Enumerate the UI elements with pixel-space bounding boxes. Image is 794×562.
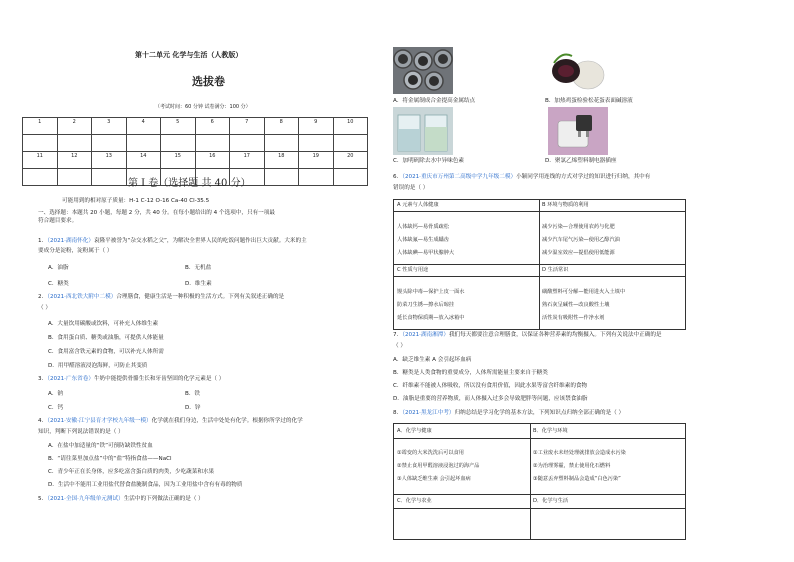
score-cell: 13 xyxy=(92,152,127,169)
q6-d-item: 活性炭有吸附性—作净水剂 xyxy=(542,315,605,321)
q8-b-item: ②为治理雾霾，禁止使用化石燃料 xyxy=(533,463,611,469)
score-cell xyxy=(299,135,334,152)
egg-photo xyxy=(548,47,610,94)
photo-caption-b: B．加热鸡蛋检验松花蛋表面碱溶液 xyxy=(545,98,633,104)
question-source: （2021·广东省卷） xyxy=(47,376,94,382)
divider xyxy=(394,438,685,439)
option-d: D．用甲醛溶液浸泡海鲜，可防止其变质 xyxy=(48,363,148,369)
q8-a-item: ①霉变的大米洗洗后可以食用 xyxy=(397,450,464,456)
score-cell: 2 xyxy=(57,118,92,135)
score-cell xyxy=(23,169,58,186)
score-cell: 9 xyxy=(299,118,334,135)
option-c: C．纤维素不能被人体吸收，所以没有食用价值，因此水果等富含纤维素的食物 xyxy=(393,383,588,389)
photo-caption-a: A．将金属制成合金提高金属结点 xyxy=(393,98,476,104)
score-cell xyxy=(92,169,127,186)
question-source: （2021·重庆市万州第二高级中学九年级二模） xyxy=(402,174,517,180)
score-cell: 5 xyxy=(161,118,196,135)
score-cell: 10 xyxy=(333,118,368,135)
question-7: 7．（2021·湖南湘潭）我们每天都要注意合理膳食，以保证各种营养素的均衡摄入。下列有关说法中正确的是 xyxy=(393,332,662,338)
paper-title: 选拔卷 xyxy=(192,75,225,88)
score-row-blank xyxy=(23,135,368,152)
q6-c-item: 馒头除中毒—保护上皮一面水 xyxy=(397,289,465,295)
divider xyxy=(394,508,685,509)
option-a: A．缺乏维生素 A 会引起坏血病 xyxy=(393,357,472,363)
score-row xyxy=(23,152,368,169)
score-cell xyxy=(92,135,127,152)
question-line: 要成分是淀粉，淀粉属于（ ） xyxy=(38,248,113,254)
q8-a-title: A．化学与健康 xyxy=(397,428,432,434)
score-cell: 20 xyxy=(333,152,368,169)
q8-a-item: ③人体缺乏维生素 会引起坏血病 xyxy=(397,476,471,482)
question-source: （2021·全国·九年级单元测试） xyxy=(47,496,124,502)
score-cell: 18 xyxy=(264,152,299,169)
q6-d-item: 磺酸塑料可分解—能用进火入土填中 xyxy=(542,289,626,295)
q6-b-item: 减少温室效应—提倡使用低能源 xyxy=(542,250,615,256)
divider xyxy=(394,264,685,265)
score-row xyxy=(23,118,368,135)
q6-grid xyxy=(393,199,686,330)
question-2: 2．（2021·西北铁大附中二模）合理膳食，健康生活是一种积极的生活方式。下列有关叙述正确的是 xyxy=(38,294,285,300)
steel-pipes-photo xyxy=(393,47,453,94)
score-cell xyxy=(23,135,58,152)
divider xyxy=(394,276,685,277)
question-3: 3．（2021·广东省卷）牛奶中能提供骨骼生长和牙齿坚固的化学元素是（ ） xyxy=(38,376,225,382)
atomic-mass-note: 可能用到的相对原子质量：H-1 C-12 O-16 Ca-40 Cl-35.5 xyxy=(62,198,210,204)
score-cell: 15 xyxy=(161,152,196,169)
score-cell: 8 xyxy=(264,118,299,135)
option-b: B．铁 xyxy=(185,391,201,397)
option-b: B．“请往菜里加点盐”中的“盐”特指食盐——NaCl xyxy=(48,456,172,462)
question-5: 5．（2021·全国·九年级单元测试）生活中的下列做法正确的是（ ） xyxy=(38,496,204,502)
score-cell xyxy=(161,135,196,152)
question-source: （2021·安徽·江宁县育才学校九年级一模） xyxy=(47,418,152,424)
score-table xyxy=(22,117,368,186)
instruction-line: 符合题目要求。 xyxy=(38,218,78,224)
score-cell: 17 xyxy=(230,152,265,169)
score-cell xyxy=(264,169,299,186)
q8-b-item: ③随意丢弃塑料制品会造成“白色污染” xyxy=(533,476,621,482)
score-cell: 14 xyxy=(126,152,161,169)
option-c: C．青少年正在长身体，应多吃富含蛋白质的肉类，少吃蔬菜和水果 xyxy=(48,469,215,475)
question-source: （2021·湖南怀化） xyxy=(47,238,94,244)
question-4: 4．（2021·安徽·江宁县育才学校九年级一模）化学就在我们身边，生活中处处有化学。根据你所学过的化学 xyxy=(38,418,303,424)
score-cell xyxy=(299,169,334,186)
option-c: C．食用富含铁元素的食物，可以补充人体所需 xyxy=(48,349,164,355)
q6-c-item: 延长食物保质期—放入冰箱中 xyxy=(397,315,465,321)
q6-a-item: 人体缺碘—易甲状腺肿大 xyxy=(397,250,455,256)
instruction-line: 一、选择题：本题共 20 小题，每题 2 分，共 40 分。在每小题给出的 4 个选项中，只有一项最 xyxy=(38,210,275,216)
photo-caption-c: C．加明矾除去水中异味色素 xyxy=(393,158,465,164)
question-1: 1．（2021·湖南怀化）袁隆平被誉为“杂交水稻之父”，为解决全世界人民的吃饭问题作出巨大贡献。大米的主 xyxy=(38,238,307,244)
score-cell xyxy=(57,169,92,186)
question-6: 6．（2021·重庆市万州第二高级中学九年级二模）小颖同学用连线的方式对学过的知识进行归纳，其中有 xyxy=(393,174,651,180)
score-cell: 16 xyxy=(195,152,230,169)
option-a: A．在盐中加适量的“铁”可预防缺铁性贫血 xyxy=(48,443,153,449)
beakers-photo xyxy=(393,107,453,155)
option-d: D．锌 xyxy=(185,405,201,411)
q6-b-item: 减少汽车尾气污染—使用乙醇汽油 xyxy=(542,237,620,243)
option-b: B．无机盐 xyxy=(185,265,212,271)
score-cell xyxy=(333,135,368,152)
score-cell xyxy=(57,135,92,152)
plug-socket-photo xyxy=(548,107,608,155)
q8-d-title: D．化学与生活 xyxy=(533,498,569,504)
exam-info: （考试时间：60 分钟 试卷满分：100 分） xyxy=(155,104,251,110)
question-line: （ ） xyxy=(38,305,51,311)
q6-a-item: 人体缺氟—易生成龋齿 xyxy=(397,237,449,243)
option-d: D．维生素 xyxy=(185,281,212,287)
score-cell xyxy=(126,135,161,152)
question-8: 8．（2021·黑龙江中考）归纳总结是学习化学的基本方法，下列知识点归纳全部正确的是（ ） xyxy=(393,410,625,416)
option-c: C．钙 xyxy=(48,405,64,411)
question-line: （ ） xyxy=(393,343,406,349)
q6-b-title: B 环境与物质的利用 xyxy=(542,202,589,208)
score-cell xyxy=(195,135,230,152)
option-d: D．油脂是重要的营养物质，而人体摄入过多会导致肥胖等问题，应该禁食油脂 xyxy=(393,396,588,402)
q8-b-item: ①工业废水未经处理就排放会造成水污染 xyxy=(533,450,626,456)
q6-c-title: C 性质与用途 xyxy=(397,267,429,273)
option-c: C．糖类 xyxy=(48,281,69,287)
q6-a-item: 人体缺钙—易骨质疏松 xyxy=(397,224,449,230)
divider xyxy=(394,494,685,495)
score-cell: 12 xyxy=(57,152,92,169)
option-a: A．大量饮用碳酸或饮料，可补充人体维生素 xyxy=(48,321,159,327)
score-cell: 1 xyxy=(23,118,58,135)
q8-grid xyxy=(393,423,686,540)
q6-b-item: 减少污染—合理使用农药与化肥 xyxy=(542,224,615,230)
q6-a-title: A 元素与人体健康 xyxy=(397,202,439,208)
question-line: 知识，判断下列说法错误的是（ ） xyxy=(38,429,124,435)
q6-d-item: 熟石灰呈碱性—改良酸性土壤 xyxy=(542,302,610,308)
photo-caption-d: D．聚氯乙烯塑料制电器插座 xyxy=(545,158,617,164)
divider xyxy=(530,424,531,539)
score-cell xyxy=(333,169,368,186)
q8-c-title: C．化学与农业 xyxy=(397,498,432,504)
question-source: （2021·西北铁大附中二模） xyxy=(47,294,117,300)
divider xyxy=(394,211,685,212)
section-title: 第 I 卷（选择题 共 40 分） xyxy=(128,178,251,189)
score-cell xyxy=(264,135,299,152)
score-cell: 4 xyxy=(126,118,161,135)
q6-c-item: 防菜刀生锈—擦水后晾挂 xyxy=(397,302,455,308)
option-d: D．生活中不能用工业用盐代替食盐腌制食品，因为工业用盐中含有有毒的物质 xyxy=(48,482,243,488)
question-line: 错误的是（ ） xyxy=(393,185,429,191)
option-a: A．油脂 xyxy=(48,265,69,271)
score-cell: 19 xyxy=(299,152,334,169)
score-cell: 7 xyxy=(230,118,265,135)
score-cell: 3 xyxy=(92,118,127,135)
option-b: B．糖类是人类食物的重要成分，人体所需能量主要来自于糖类 xyxy=(393,370,548,376)
score-cell: 6 xyxy=(195,118,230,135)
score-cell: 11 xyxy=(23,152,58,169)
question-source: （2021·湖南湘潭） xyxy=(402,332,449,338)
score-cell xyxy=(230,135,265,152)
q6-d-title: D 生活常识 xyxy=(542,267,569,273)
unit-title: 第十二单元 化学与生活（人教版） xyxy=(135,51,243,59)
q8-a-item: ②禁止食用甲醛溶液浸泡过的海产品 xyxy=(397,463,480,469)
q8-b-title: B．化学与环境 xyxy=(533,428,568,434)
option-b: B．食用蛋白质、糖类或油脂，可提供人体能量 xyxy=(48,335,164,341)
question-source: （2021·黑龙江中考） xyxy=(402,410,455,416)
option-a: A．钠 xyxy=(48,391,64,397)
